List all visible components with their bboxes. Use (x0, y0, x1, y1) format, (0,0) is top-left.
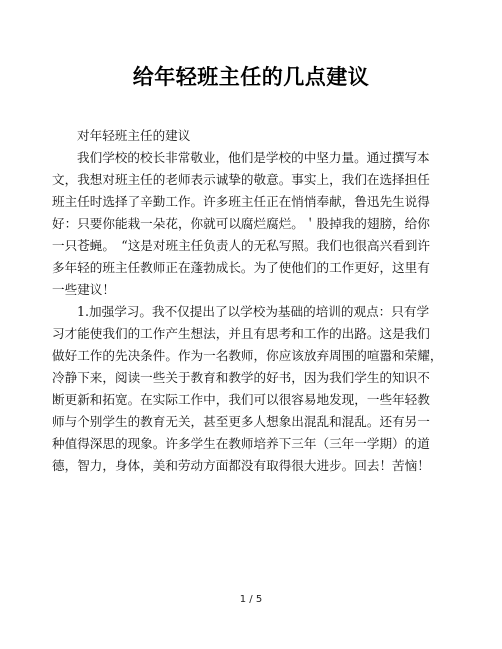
paragraph-line: 好：只要你能栽一朵花，你就可以腐烂腐烂。＇股掉我的翅膀，给你 (52, 216, 430, 231)
paragraph-line: 习才能使我们的工作产生想法，并且有思考和工作的出路。这是我们 (52, 326, 430, 341)
page-number: 1 / 5 (239, 594, 263, 605)
paragraph-line: 我们学校的校长非常敬业，他们是学校的中坚力量。通过撰写本 (77, 150, 430, 165)
section-heading: 对年轻班主任的建议 (77, 128, 191, 143)
paragraph-line: 多年轻的班主任教师正在蓬勃成长。为了使他们的工作更好，这里有 (52, 260, 430, 275)
paragraph-line: 师与个别学生的教育无关，甚至更多人想象出混乱和混乱。还有另一 (52, 414, 430, 429)
paragraph-line: 断更新和拓宽。在实际工作中，我们可以很容易地发现，一些年轻教 (52, 392, 430, 407)
paragraph-line: 种值得深思的现象。许多学生在教师培养下三年（三年一学期）的道 (52, 436, 430, 451)
paragraph-line: 班主任时选择了辛勤工作。许多班主任正在悄悄奉献，鲁迅先生说得 (52, 194, 430, 209)
document-title: 给年轻班主任的几点建议 (132, 65, 370, 89)
paragraph-line: 做好工作的先决条件。作为一名教师，你应该放弃周围的喧嚣和荣耀， (52, 348, 443, 363)
paragraph-line: 一只苍蝇。 “这是对班主任负责人的无私写照。我们也很高兴看到许 (52, 238, 430, 253)
paragraph-line: 1.加强学习。我不仅提出了以学校为基础的培训的观点：只有学 (77, 304, 430, 319)
paragraph-line: 德，智力，身体，美和劳动方面都没有取得很大进步。回去！苦恼！ (52, 458, 430, 473)
paragraph-line: 一些建议！ (52, 282, 115, 297)
document-body (52, 125, 472, 477)
paragraph-line: 文，我想对班主任的老师表示诚挚的敬意。事实上，我们在选择担任 (52, 172, 430, 187)
paragraph-line: 冷静下来，阅读一些关于教育和教学的好书，因为我们学生的知识不 (52, 370, 430, 385)
